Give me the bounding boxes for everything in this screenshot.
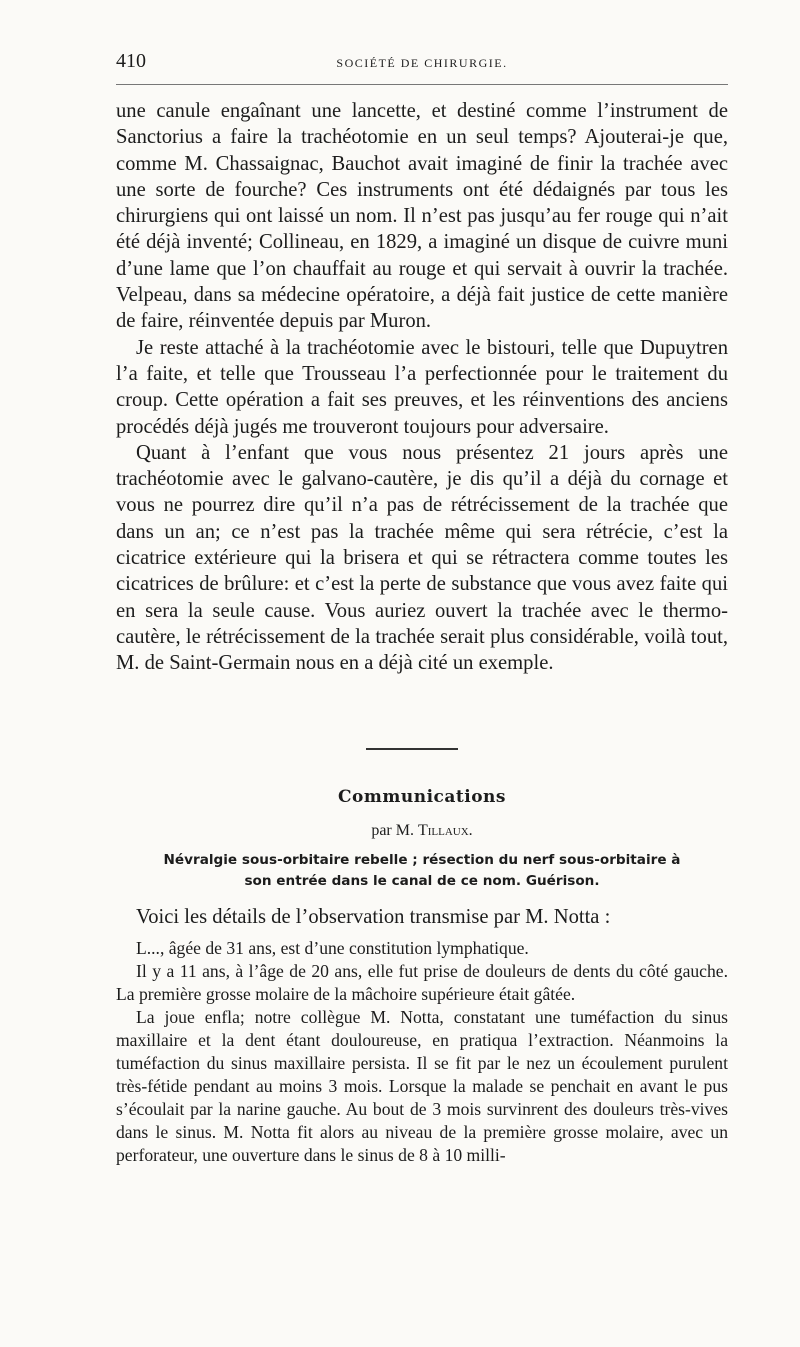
section-divider [366,748,458,750]
section-title: Communications [338,787,506,807]
article-intro: Voici les détails de l’observation transmise par M. Notta : [136,906,611,928]
paragraph: Quant à l’enfant que vous nous présentez 21 jours après une trachéotomie avec le galvano-cautère, je dis qu’il a déjà du cornage et vous ne pourrez dire qu’il n’a pas de rétrécissement de la trachée que dans un an; ce n’est pas la trachée même qui sera rétrécie, c’est la cicatrice extérieure qui la brisera et qui se rétractera comme toutes les cicatrices de brûlure: et c’est la perte de substance que vous avez faite qui en sera la seule cause. Vous auriez ouvert la trachée avec le thermo-cautère, le rétrécissement de la trachée serait plus considérable, voilà tout, M. de Saint-Germain nous en a déjà cité un exemple. [116,441,728,675]
byline-author: Tillaux. [417,822,473,839]
byline [116,822,728,840]
article-title [116,850,728,892]
byline-prefix: par M. [371,822,414,839]
body-text [116,98,728,677]
article-body [116,937,728,1167]
article-title-line: Névralgie sous-orbitaire rebelle ; résection du nerf sous-orbitaire à [163,852,681,868]
article-title-line: son entrée dans le canal de ce nom. Guérison. [244,873,600,889]
paragraph: La joue enfla; notre collègue M. Notta, constatant une tuméfaction du sinus maxillaire et la dent étant douloureuse, en pratiqua l’extraction. Néanmoins la tuméfaction du sinus maxillaire persista. Il se fit par le nez un écoulement purulent très-fétide pendant au moins 3 mois. Lorsque la malade se penchait en avant le pus s’écoulait par la narine gauche. Au bout de 3 mois survinrent des douleurs très-vives dans le sinus. M. Notta fit alors au niveau de la première grosse molaire, avec un perforateur, une ouverture dans le sinus de 8 à 10 milli- [116,1007,728,1165]
paragraph: L..., âgée de 31 ans, est d’une constitution lymphatique. [136,938,529,958]
page-number: 410 [116,50,146,72]
paragraph: une canule engaînant une lancette, et destiné comme l’instrument de Sanctorius a faire la trachéotomie en un seul temps? Ajouterai-je que, comme M. Chassaignac, Bauchot avait imaginé de finir la trachée avec une sorte de fourche? Ces instruments ont été dédaignés par tous les chirurgiens qui ont laissé un nom. Il n’est pas jusqu’au fer rouge qui n’ait été déjà inventé; Collineau, en 1829, a imaginé un disque de cuivre muni d’une lame que l’on chauffait au rouge et qui servait à ouvrir la trachée. Velpeau, dans sa médecine opératoire, a déjà fait justice de cette manière de faire, réinventée depuis par Muron. [116,100,728,333]
running-head: SOCIÉTÉ DE CHIRURGIE. [336,56,508,70]
header-rule [116,84,728,85]
page-header [116,48,728,78]
paragraph: Il y a 11 ans, à l’âge de 20 ans, elle fut prise de douleurs de dents du côté gauche. La première grosse molaire de la mâchoire supérieure était gâtée. [116,961,728,1004]
paragraph: Je reste attaché à la trachéotomie avec le bistouri, telle que Dupuytren l’a faite, et telle que Trousseau l’a perfectionnée pour le traitement du croup. Cette opération a fait ses preuves, et les réinventions des anciens procédés déjà jugés me trouveront toujours pour adversaire. [116,336,728,438]
